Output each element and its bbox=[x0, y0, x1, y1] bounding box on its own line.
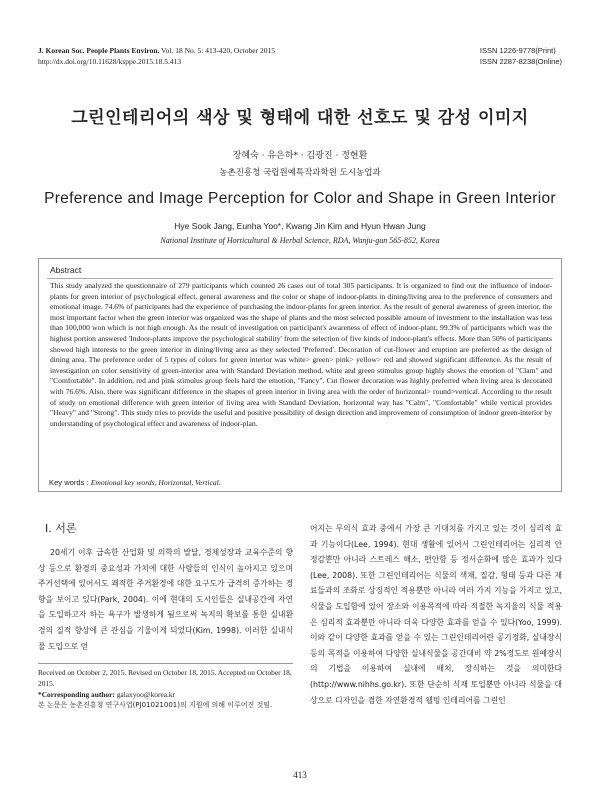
journal-volume: Vol. 18 No. 5: 413-420, October 2015 bbox=[161, 46, 275, 55]
journal-name: J. Korean Soc. People Plants Environ. bbox=[38, 46, 160, 55]
footnote-divider bbox=[38, 663, 293, 664]
corresponding-label: *Corresponding author: bbox=[38, 690, 115, 699]
corresponding-email[interactable]: galaxyoo@korea.kr bbox=[116, 690, 176, 699]
abstract-divider bbox=[47, 278, 553, 279]
abstract-heading: Abstract bbox=[50, 265, 82, 275]
doi-link[interactable]: http://dx.doi.org/10.11628/ksppe.2015.18.5.413 bbox=[38, 57, 182, 66]
authors-english: Hye Sook Jang, Eunha Yoo*, Kwang Jin Kim and Hyun Hwan Jung bbox=[174, 221, 426, 231]
funding-note: 본 논문은 농촌진흥청 연구사업(PJ01021001)의 지원에 의해 이루어진 것임. bbox=[38, 701, 273, 709]
body-text-right: 어지는 무의식 효과 중에서 가장 큰 기대치를 가지고 있는 것이 심리적 효과 기능이다(Lee, 1994). 현대 생활에 있어서 그린인테리어는 심리적 안정감뿐만 아니라 스트레스 해소, 편안함 등 정서순화에 많은 효과가 있다(Lee, 2008). 또한 그린인테리어는 식물의 색채, 질감, 형태 등과 다른 재료들과의 조화로 상징적인 적용뿐만 아니라 여러 가지 기능을 가지고 있고, 식물을 도입함에 있어 장소와 이용목적에 따라 적절한 녹지율의 식물 적용은 심리적 효과뿐만 아니라 더욱 다양한 효과를 얻을 수 있다(Yoo, 1999). 이와 같이 다양한 효과를 얻을 수 있는 그린인테리어란 공기정화, 실내장식 등의 목적을 이용하여 다양한 실내식물을 공간대비 약 2%정도로 원예장식의 기법을 이용하여 실내에 배치, 장식하는 것을 의미한다 (http://www.nihhs.go.kr). 또한 단순히 식재 토입뿐만 아니라 식물을 대상으로 디자인을 겸한 자연환경적 웰빙 인테리어를 그린인 bbox=[310, 524, 562, 705]
received-dates: Received on October 2, 2015. Revised on October 18, 2015. Accepted on October 18, 2015. bbox=[38, 668, 292, 688]
issn-online: ISSN 2287-8238(Online) bbox=[479, 57, 562, 66]
keywords-value: Emotional key words, Horizontal, Vertical. bbox=[90, 478, 221, 487]
affiliation-korean: 농촌진흥청 국립원예특작과학원 도시농업과 bbox=[219, 168, 381, 178]
journal-header bbox=[38, 45, 275, 67]
page-number: 413 bbox=[293, 770, 307, 780]
footnote bbox=[38, 667, 298, 711]
issn-block bbox=[480, 45, 562, 67]
abstract-box bbox=[38, 258, 562, 492]
body-text-left: 20세기 이후 급속한 산업화 및 의학의 발달, 경제성장과 교육수준의 향상 등으로 환경의 중요성과 가치에 대한 사람들의 인식이 높아지고 있으며 주거선택에 있어서도 쾌적한 주거환경에 대한 요구도가 급격히 증가하는 경향을 보이고 있다(Park, 2004). 이에 현대의 도시인들은 실내공간에 자연을 도입하고자 하는 욕구가 발생하게 됨으로써 녹지의 확보를 통한 실내환경의 질적 향상에 큰 관심을 기울이게 되었다(Kim, 1998). 이러한 실내식물 도입으로 얻 bbox=[38, 548, 293, 651]
title-korean: 그린인테리어의 색상 및 형태에 대한 선호도 및 감성 이미지 bbox=[71, 108, 529, 128]
keywords bbox=[49, 478, 221, 487]
authors-korean: 장혜숙 · 유은하* · 김광진 · 정현환 bbox=[232, 151, 368, 161]
title-english: Preference and Image Perception for Color and Shape in Green Interior bbox=[44, 190, 556, 207]
affiliation-english: National Institute of Horticultural & Herbal Science, RDA, Wanju-gun 565-852, Korea bbox=[160, 236, 440, 245]
abstract-text: This study analyzed the questionnaire of 279 participants which counted 26 cases out of total 305 participants. It is organized to find out the influence of indoor-plants for green interior of psychological effect, general awareness and the color or shape of indoor-plants in dining/living area to the preference of consumers and emotional image. 74.6% of participants had the experience of purchasing the indoor-plants for green interior. As the result of general awareness of green interior, the most important factor when the green interior was organized was the shape of plants and the most selected possible amount of investment to the installation was less than 100,000 won which is not high enough. As the result of investigation on participant's awareness of effect of indoor-plant, 99.3% of participants which was the highest portion answered 'Indoor-plants improve the psychological stability' from the selection of five kinds of indoor-plant's effects. More than 50% of participants showed high interests to the green interior in dining/living area as they selected 'Preferred'. Decoration of cut-flower and eruption are preferred as the design of dining area. The preference order of 5 types of colors for green interior was white> green> pink> yellow> red and showed significant difference. As the result of investigation on color sensitivity of green-interior area with Standard Deviation method, white and green stimulus group highly shows the emotion of "Clam" and "Comfortable". In addition, red and pink stimulus group feels hard the emotion, "Fancy". Cut flower decoration was highly preferred when living area is decorated with 76.6%. Also, there was significant difference in the shapes of green interior in living area with the order of horizontal> round>vertical. According to the result of study on emotional difference with green interior of living area with Standard Deviation, horizontal way has "Calm", "Comfortable" while vertical provides "Heavy" and "Strong". This study tries to provide the useful and positive possibility of design direction and improvement of consumption of indoor green-interior by understanding of psychological effect and awareness of indoor-plan. bbox=[50, 281, 552, 428]
keywords-label: Key words : bbox=[49, 478, 89, 487]
section-title: Ⅰ. 서론 bbox=[45, 522, 77, 535]
issn-print: ISSN 1226-9778(Print) bbox=[479, 46, 556, 55]
